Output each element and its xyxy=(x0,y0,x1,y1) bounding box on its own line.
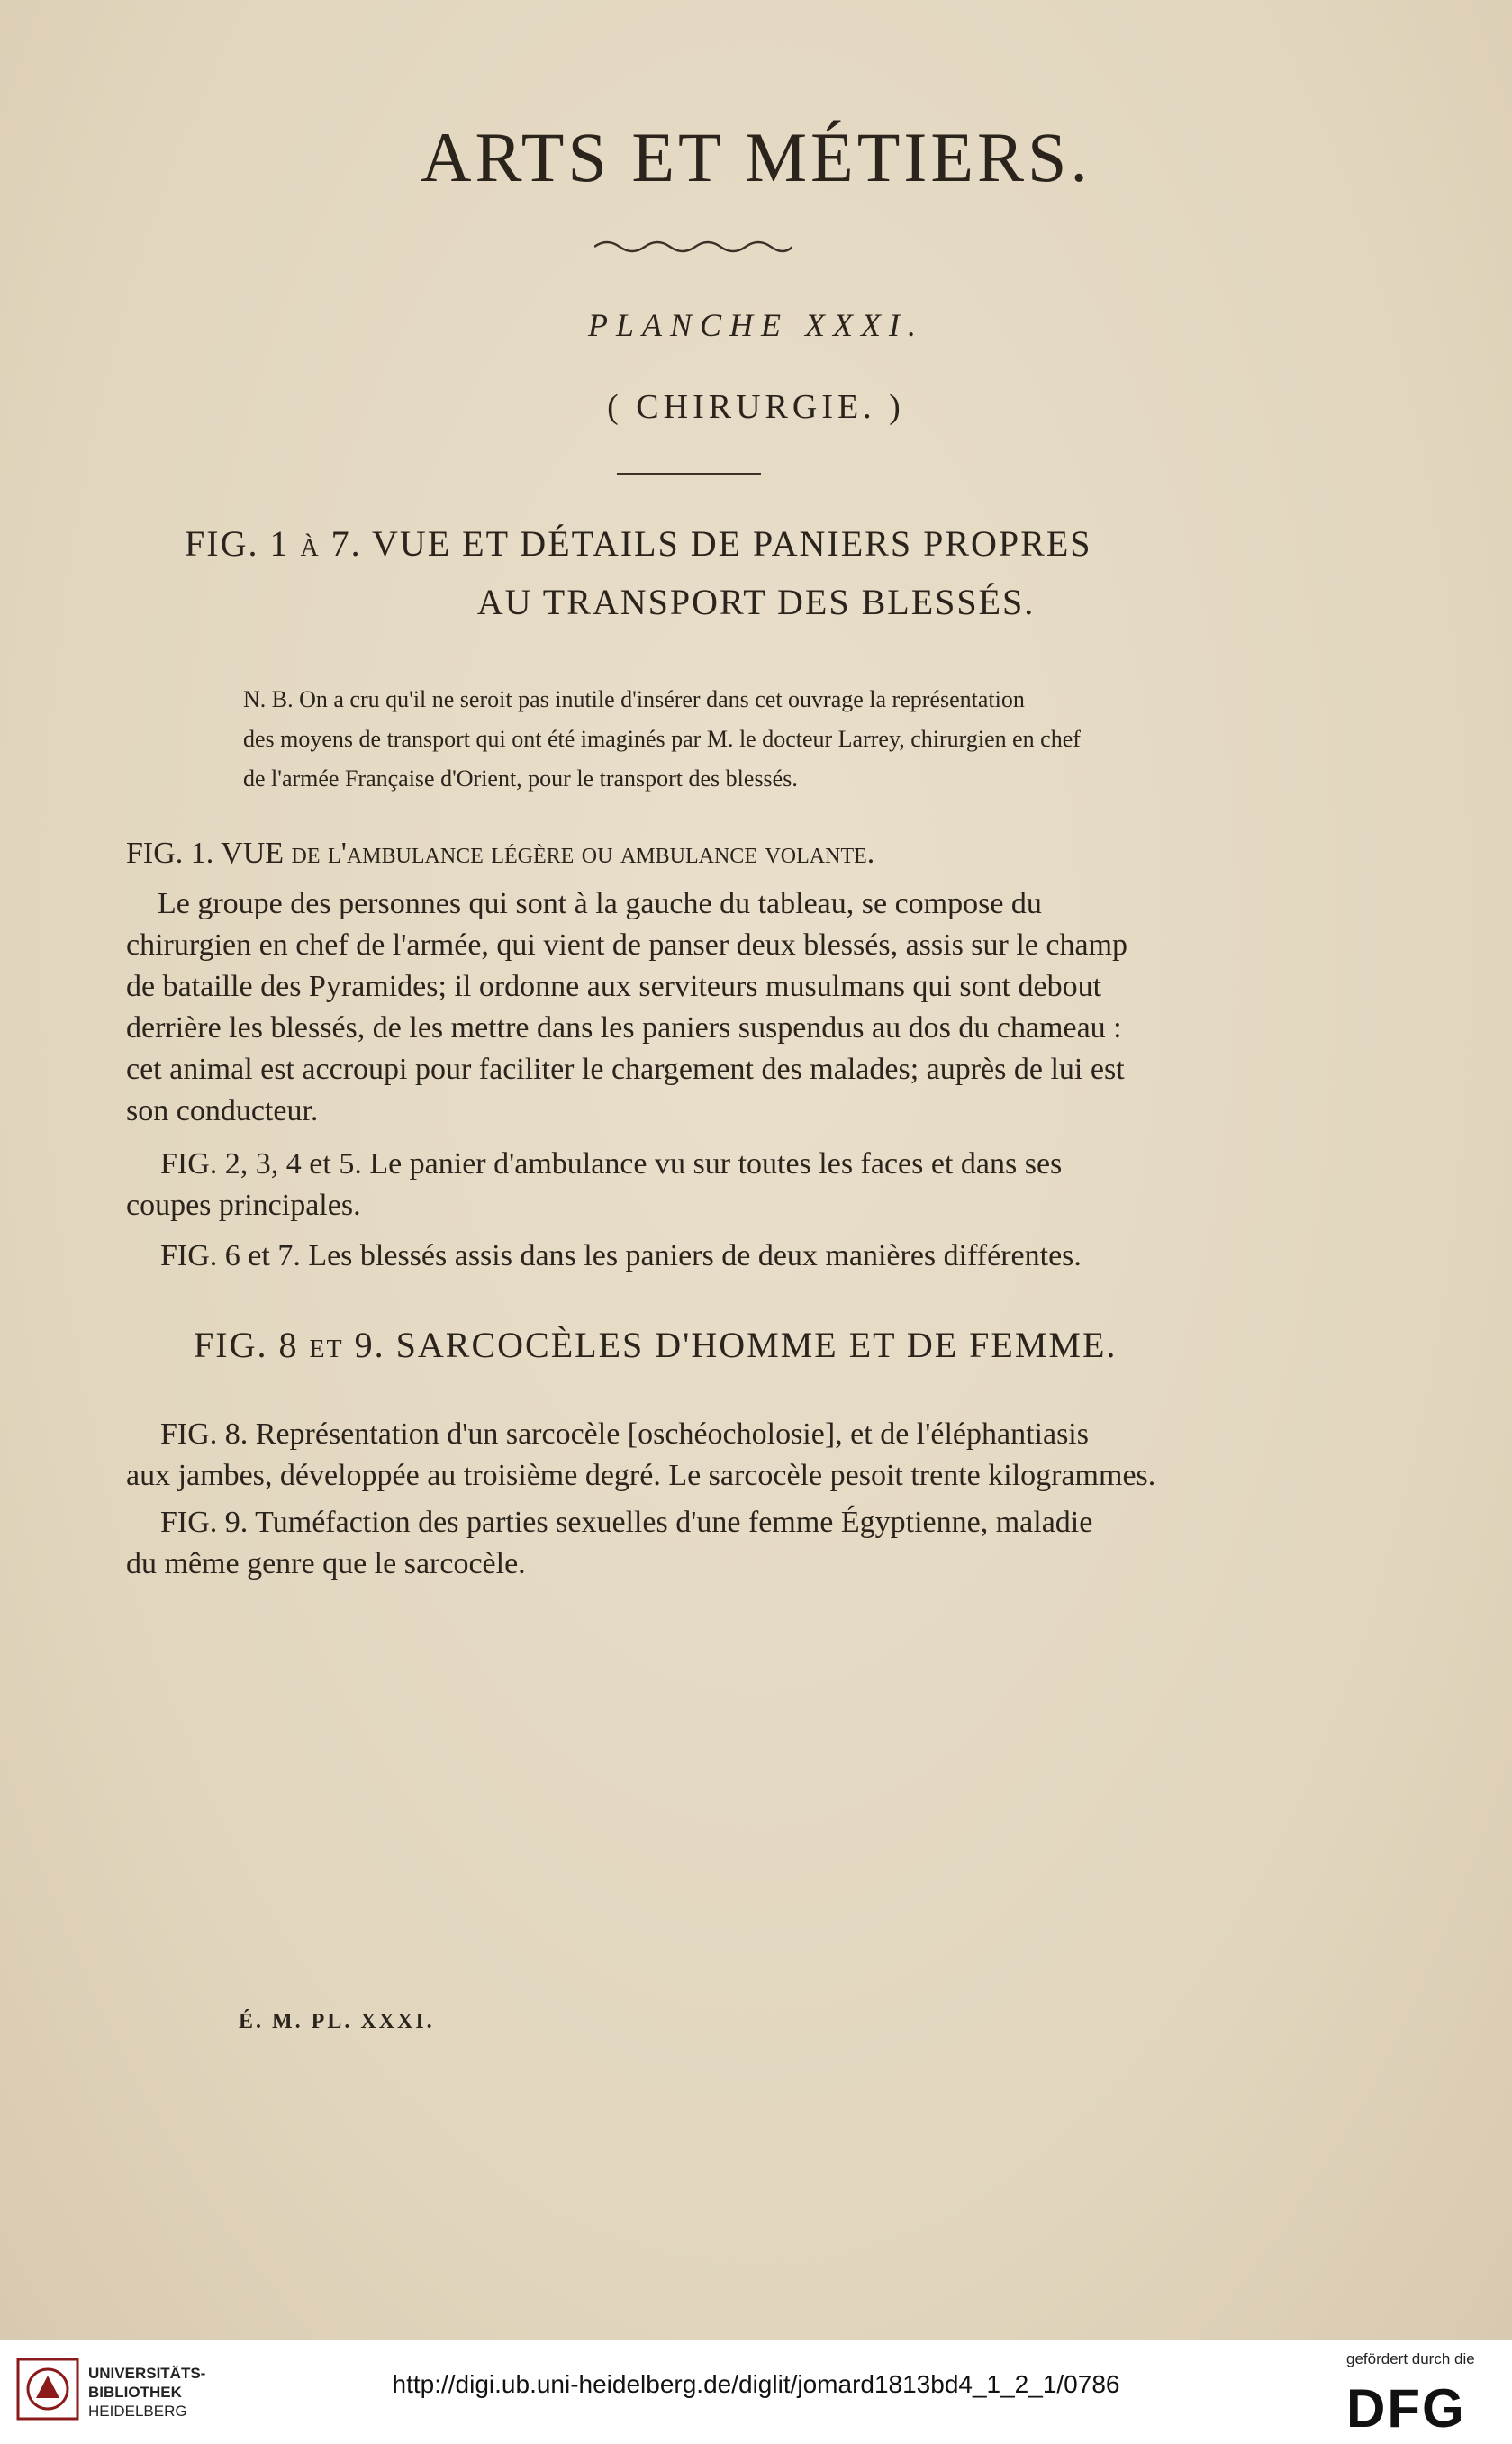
permalink-url[interactable]: http://digi.ub.uni-heidelberg.de/diglit/jomard1813bd4_1_2_1/0786 xyxy=(392,2370,1120,2398)
note-line: des moyens de transport qui ont été imaginés par M. le docteur Larrey, chirurgien en chef xyxy=(243,726,1081,752)
planche-number: PLANCHE XXXI. xyxy=(588,307,924,343)
subject-label: ( CHIRURGIE. ) xyxy=(607,388,905,426)
section-heading-2: FIG. 8 et 9. SARCOCÈLES D'HOMME ET DE FEMME. xyxy=(194,1325,1118,1365)
fig6-caption: FIG. 6 et 7. Les blessés assis dans les paniers de deux manières différentes. xyxy=(160,1239,1082,1272)
section-heading-1-line2: AU TRANSPORT DES BLESSÉS. xyxy=(476,582,1036,622)
note-line: N. B. On a cru qu'il ne seroit pas inutile d'insérer dans cet ouvrage la représentation xyxy=(243,686,1025,712)
divider xyxy=(617,473,761,475)
paragraph-line: Le groupe des personnes qui sont à la gauche du tableau, se compose du xyxy=(158,887,1042,920)
wave-ornament xyxy=(594,236,792,254)
fig9-caption-line2: du même genre que le sarcocèle. xyxy=(126,1547,526,1580)
fig1-caption: FIG. 1. VUE de l'ambulance légère ou ambulance volante. xyxy=(126,837,875,870)
fig8-caption: FIG. 8. Représentation d'un sarcocèle [oschéocholosie], et de l'éléphantiasis xyxy=(160,1417,1089,1451)
paragraph-line: de bataille des Pyramides; il ordonne aux serviteurs musulmans qui sont debout xyxy=(126,970,1102,1003)
fig8-caption-line2: aux jambes, développée au troisième degré. Le sarcocèle pesoit trente kilogrammes. xyxy=(126,1459,1156,1492)
fig2-caption: FIG. 2, 3, 4 et 5. Le panier d'ambulance vu sur toutes les faces et dans ses xyxy=(160,1147,1063,1181)
library-name-line: UNIVERSITÄTS- xyxy=(88,2365,206,2382)
section-heading-1: FIG. 1 à 7. VUE ET DÉTAILS DE PANIERS PROPRES xyxy=(185,523,1092,564)
library-name-line: HEIDELBERG xyxy=(88,2403,187,2420)
page-title: ARTS ET MÉTIERS. xyxy=(421,118,1091,196)
paragraph-line: son conducteur. xyxy=(126,1094,319,1127)
funding-label: gefördert durch die xyxy=(1346,2350,1475,2367)
note-line: de l'armée Française d'Orient, pour le transport des blessés. xyxy=(243,765,798,792)
paragraph-line: derrière les blessés, de les mettre dans les paniers suspendus au dos du chameau : xyxy=(126,1011,1122,1045)
plate-reference: É. M. PL. XXXI. xyxy=(239,2010,435,2033)
dfg-logo: DFG xyxy=(1346,2378,1466,2439)
fig2-caption-line2: coupes principales. xyxy=(126,1189,361,1222)
paragraph-line: cet animal est accroupi pour faciliter le chargement des malades; auprès de lui est xyxy=(126,1053,1125,1086)
library-name-line: BIBLIOTHEK xyxy=(88,2384,182,2401)
paragraph-line: chirurgien en chef de l'armée, qui vient de panser deux blessés, assis sur le champ xyxy=(126,928,1128,962)
fig9-caption: FIG. 9. Tuméfaction des parties sexuelles d'une femme Égyptienne, maladie xyxy=(160,1506,1093,1539)
